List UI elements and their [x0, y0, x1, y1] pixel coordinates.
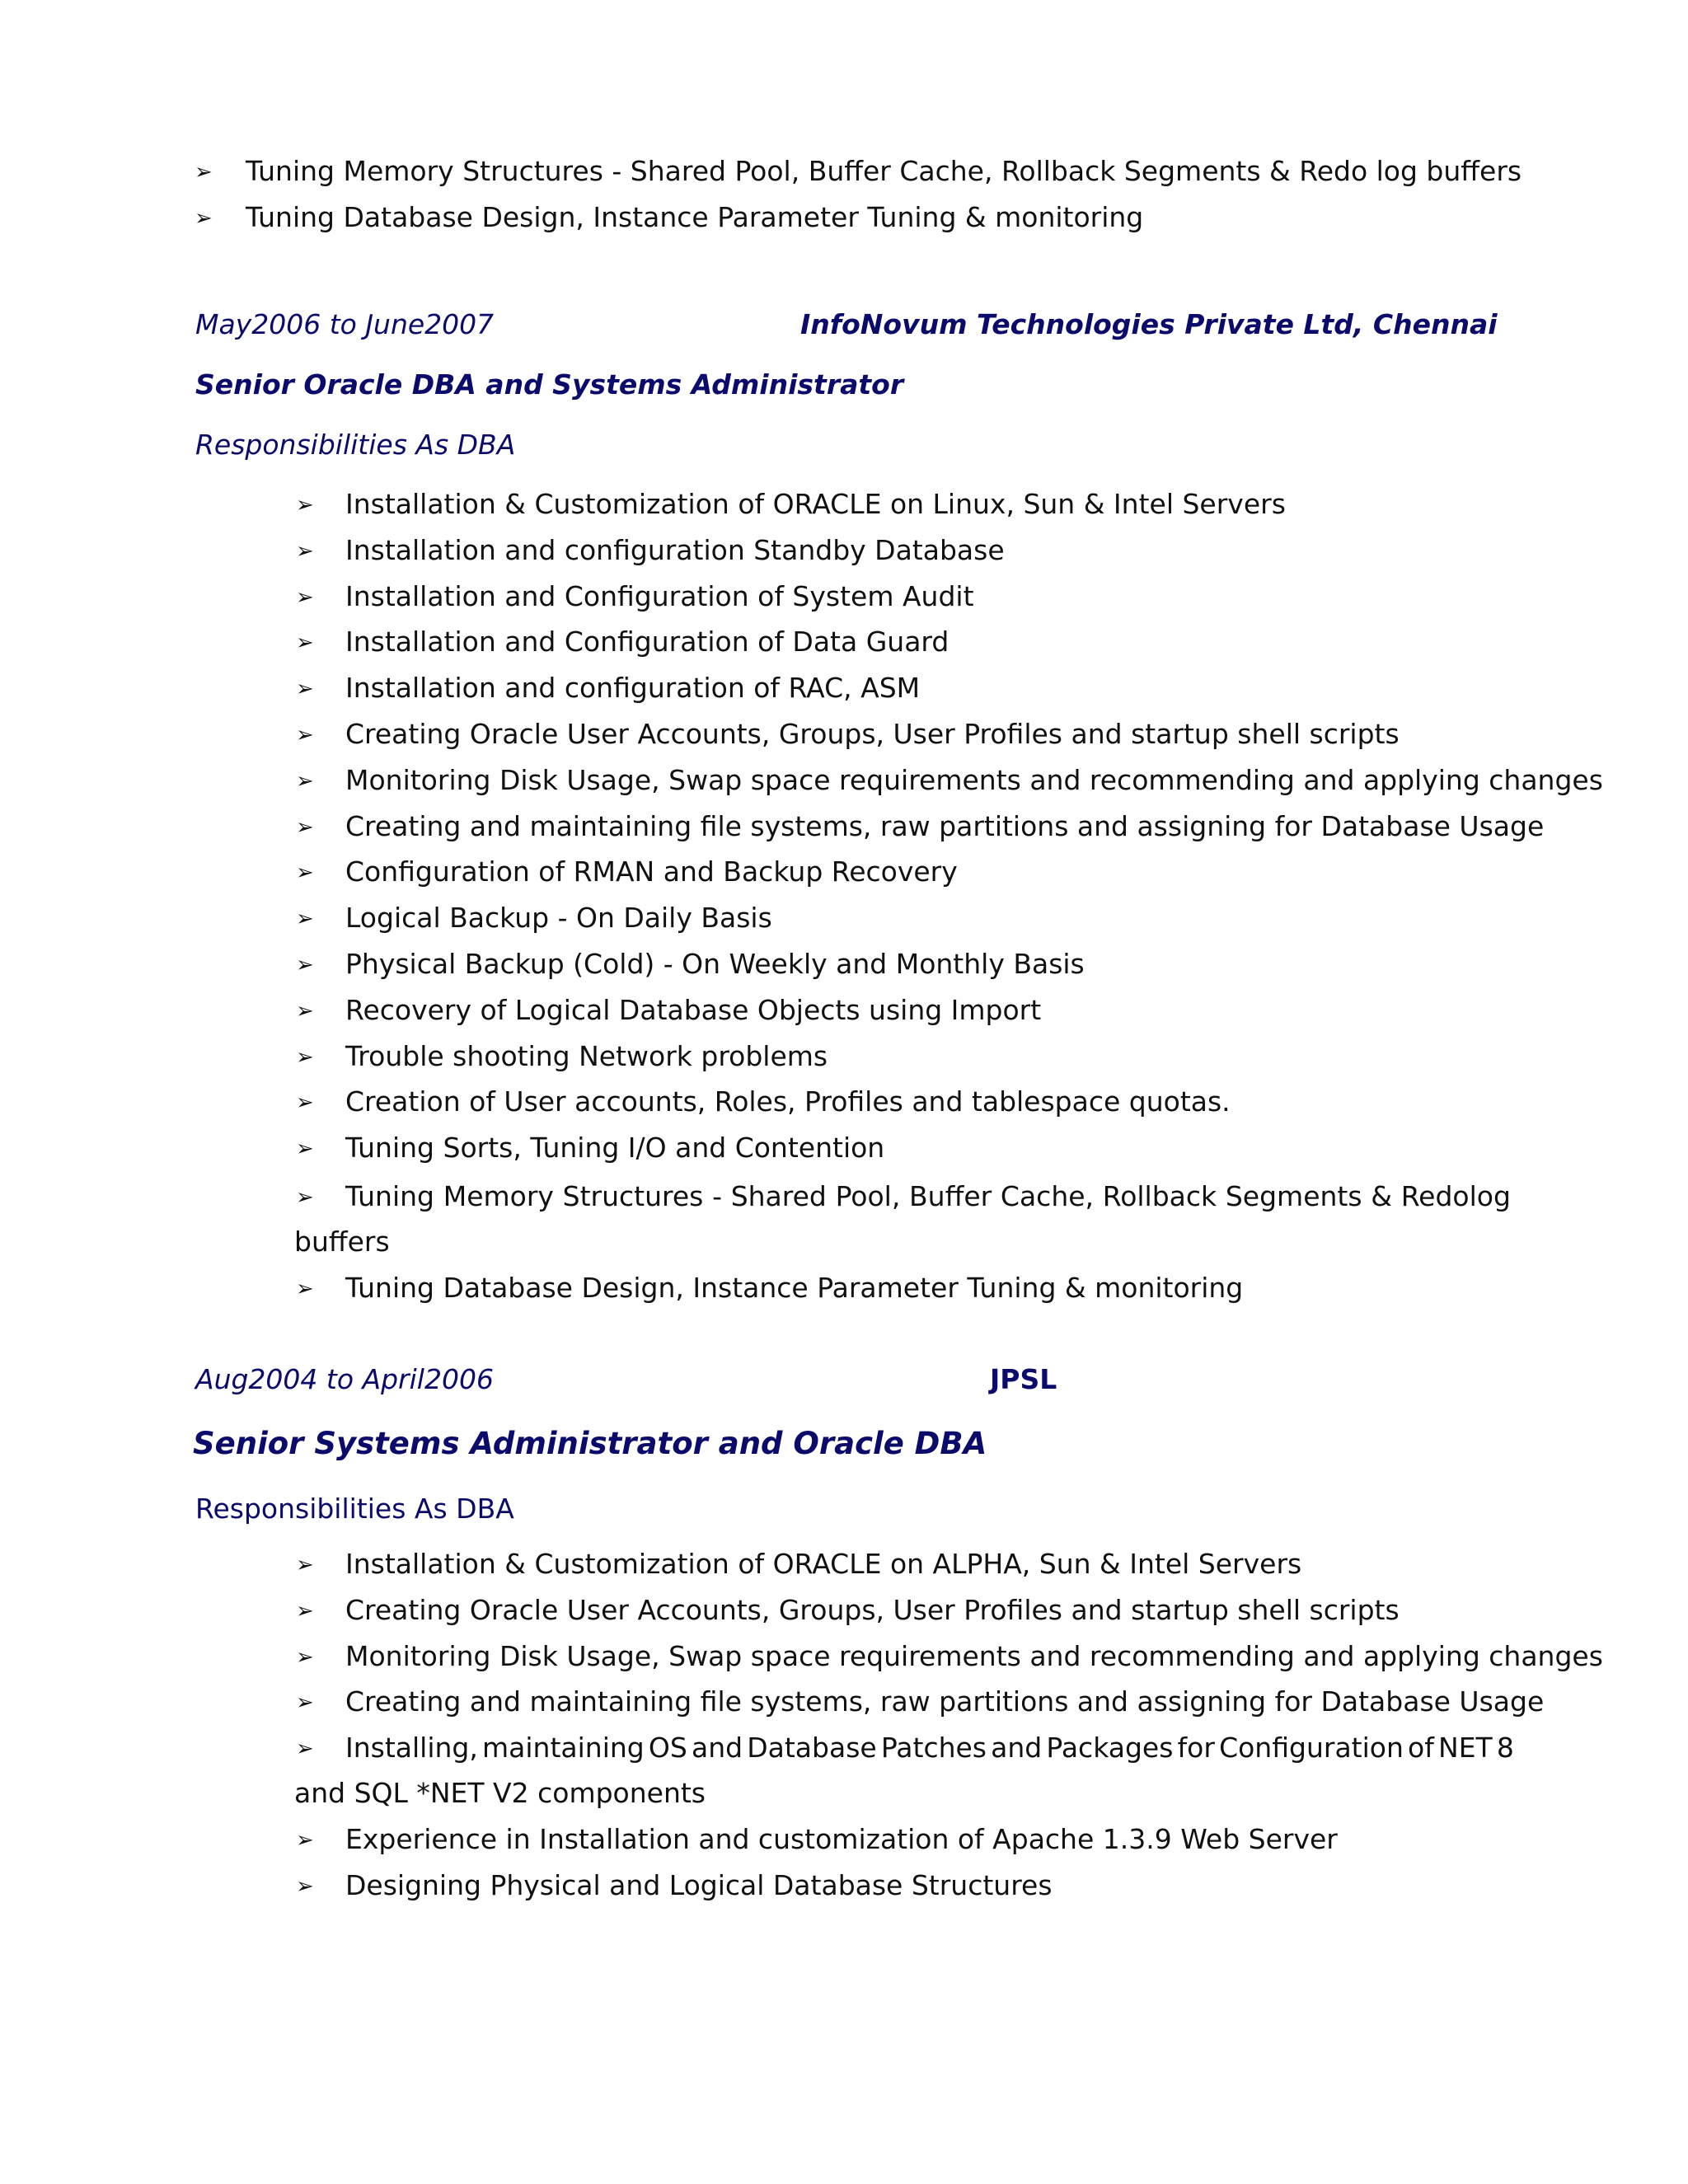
list-item — [294, 1732, 1514, 1765]
arrow-bullet-icon: ➢ — [296, 1185, 314, 1210]
arrow-bullet-icon: ➢ — [296, 1137, 314, 1162]
list-item-line: Tuning Memory Structures - Shared Pool, Buffer Cache, Rollback Segments & Redolog — [345, 1180, 1511, 1212]
job-dates: May2006 to June2007 — [195, 308, 495, 340]
responsibilities-label: Responsibilities As DBA — [195, 429, 516, 461]
arrow-bullet-icon: ➢ — [296, 538, 314, 564]
list-item — [294, 1180, 1512, 1213]
job-title: Senior Oracle DBA and Systems Administrator — [195, 368, 904, 401]
arrow-bullet-icon: ➢ — [296, 1874, 314, 1899]
company-name: InfoNovum Technologies Private Ltd, Chennai — [800, 308, 1498, 340]
arrow-bullet-icon: ➢ — [296, 1736, 314, 1761]
job-dates: Aug2004 to April2006 — [195, 1363, 494, 1395]
arrow-bullet-icon: ➢ — [296, 768, 314, 794]
arrow-bullet-icon: ➢ — [296, 584, 314, 610]
arrow-bullet-icon: ➢ — [296, 1644, 314, 1670]
arrow-bullet-icon: ➢ — [296, 814, 314, 840]
arrow-bullet-icon: ➢ — [296, 953, 314, 977]
list-item-line: Installing, maintaining OS and Database Patches and Packages for Configuration of NET 8 — [345, 1732, 1514, 1764]
arrow-bullet-icon: ➢ — [296, 723, 314, 748]
arrow-bullet-icon: ➢ — [195, 160, 213, 185]
arrow-bullet-icon: ➢ — [195, 206, 213, 231]
arrow-bullet-icon: ➢ — [296, 1828, 314, 1853]
arrow-bullet-icon: ➢ — [296, 493, 314, 518]
arrow-bullet-icon: ➢ — [296, 907, 314, 932]
responsibilities-label: Responsibilities As DBA — [195, 1493, 514, 1525]
job-title: Senior Systems Administrator and Oracle DBA — [193, 1426, 987, 1461]
arrow-bullet-icon: ➢ — [296, 998, 314, 1024]
arrow-bullet-icon: ➢ — [296, 1277, 314, 1301]
resume-page: ➢ Tuning Memory Structures - Shared Pool, Buffer Cache, Rollback Segments & Redo log buffers ➢ Tuning Database Design, Instance Parameter Tuning & monitoring May2006 to June2007 InfoNovum Technologies Private Ltd, Chennai Senior Oracle DBA and Systems Administrator Responsibilities As DBA ➢ Installation & Customization of ORACLE on Linux, Sun & Intel Servers ➢ Installation and configuration Standby Database ➢ Installation and Configuration of System Audit ➢ Installation and Configuration of Data Guard ➢ Installation and configuration of RAC, ASM ➢ Creating Oracle User Accounts, Groups, User Profiles and startup shell scripts ➢ Monitoring Disk Usage, Swap space requirements and recommending and applying changes ➢ Creating and maintaining file systems, raw partitions and assigning for Database Usage ➢ Configuration of RMAN and Backup Recovery ➢ Logical Backup - On Daily Basis ➢ Physical Backup (Cold) - On Weekly and Monthly Basis ➢ Recovery of Logical Database Objects using Import ➢ Trouble shooting Network problems ➢ Creation of User accounts, Roles, Profiles and tablespace quotas. ➢ Tuning Sorts, Tuning I/O and Contention ➢ Tuning Memory Structures - Shared Pool, Buffer Cache, Rollback Segments & Redolog buffers ➢ Tuning Database Design, Instance Parameter Tuning & monitoring Aug2004 to April2006 JPSL Senior Systems Administrator and Oracle DBA Responsibilities As DBA ➢ Installation & Customization of ORACLE on ALPHA, Sun & Intel Servers ➢ Creating Oracle User Accounts, Groups, User Profiles and startup shell scripts ➢ Monitoring Disk Usage, Swap space requirements and recommending and applying changes ➢ Creating and maintaining file systems, raw partitions and assigning for Database Usage ➢ Installing, maintaining OS and Database Patches and Packages for Configuration of NET 8 and SQL *NET V2 components ➢ Experience in Installation and customization of Apache 1.3.9 Web Server ➢ Designing Physical and Logical Database Structures — [193, 155, 1603, 1901]
arrow-bullet-icon: ➢ — [296, 677, 314, 702]
arrow-bullet-icon: ➢ — [296, 1090, 314, 1116]
arrow-bullet-icon: ➢ — [296, 1553, 314, 1577]
arrow-bullet-icon: ➢ — [296, 860, 314, 886]
arrow-bullet-icon: ➢ — [296, 630, 314, 656]
arrow-bullet-icon: ➢ — [296, 1690, 314, 1716]
arrow-bullet-icon: ➢ — [296, 1598, 314, 1624]
arrow-bullet-icon: ➢ — [296, 1044, 314, 1070]
company-name: JPSL — [990, 1363, 1057, 1395]
